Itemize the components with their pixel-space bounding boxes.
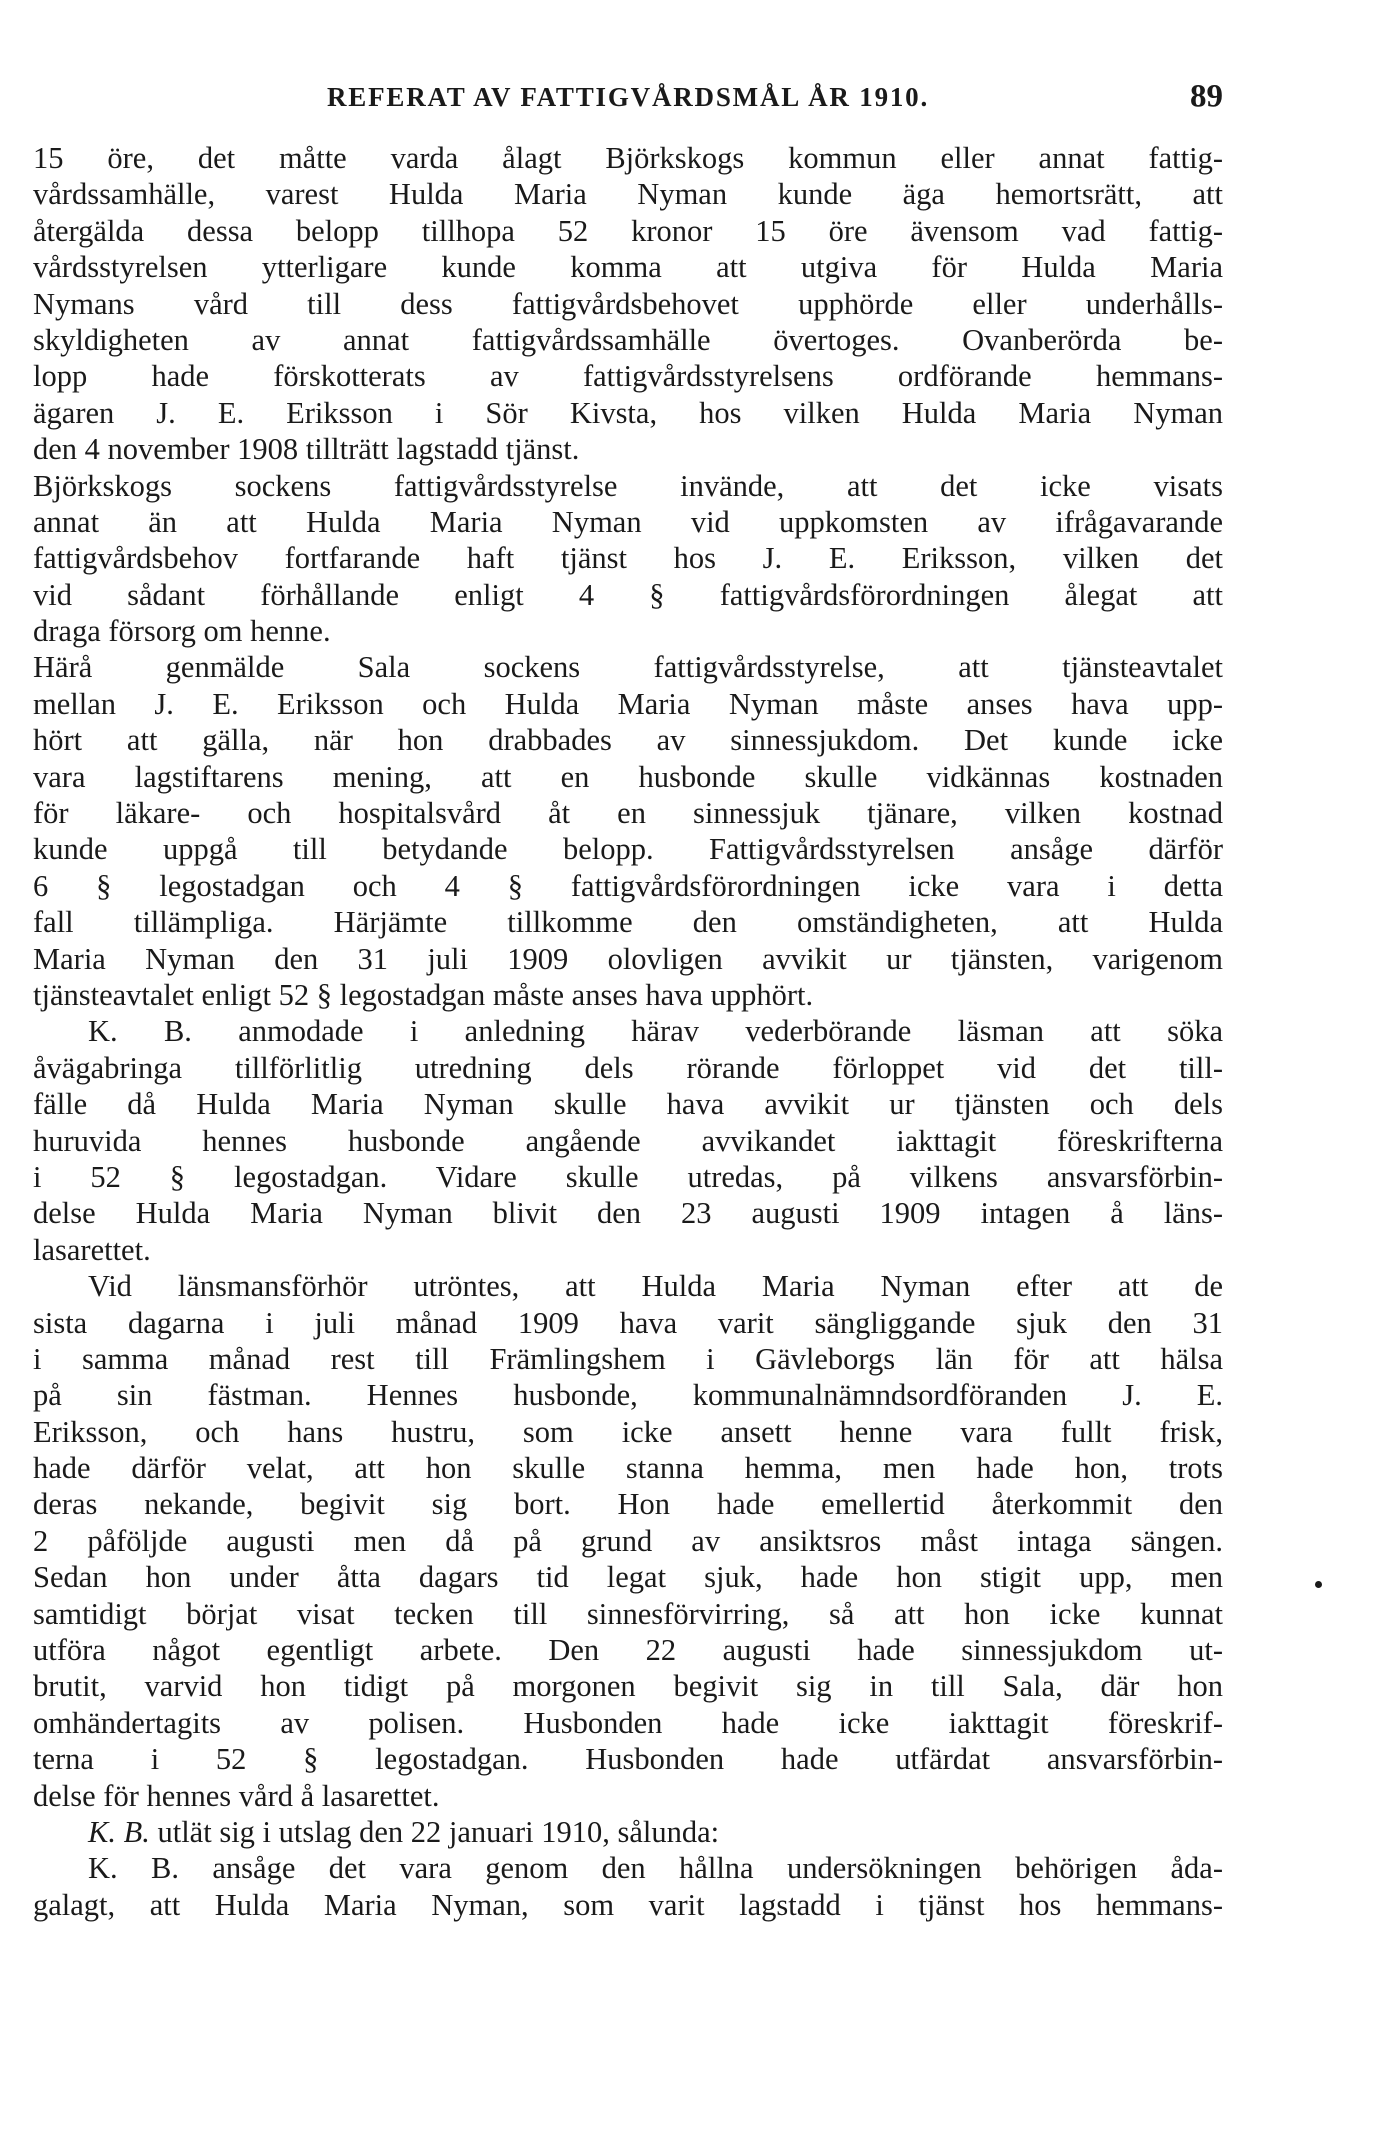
text-line: på sin fästman. Hennes husbonde, kommunalnämndsordföranden J. E.	[33, 1378, 1223, 1413]
text-line: åvägabringa tillförlitlig utredning dels rörande förloppet vid det till-	[33, 1050, 1223, 1085]
text-line: utföra något egentligt arbete. Den 22 augusti hade sinnessjukdom ut-	[33, 1633, 1223, 1668]
text-line: för läkare- och hospitalsvård åt en sinnessjuk tjänare, vilken kostnad	[33, 796, 1223, 831]
text-line: sista dagarna i juli månad 1909 hava varit sängliggande sjuk den 31	[33, 1305, 1223, 1340]
text-line: Vid länsmansförhör utröntes, att Hulda Maria Nyman efter att de	[88, 1269, 1223, 1304]
text-line: ägaren J. E. Eriksson i Sör Kivsta, hos vilken Hulda Maria Nyman	[33, 395, 1223, 430]
text-line: Härå genmälde Sala sockens fattigvårdsstyrelse, att tjänsteavtalet	[33, 650, 1223, 685]
text-line: fall tillämpliga. Härjämte tillkomme den omständigheten, att Hulda	[33, 905, 1223, 940]
text-line: galagt, att Hulda Maria Nyman, som varit lagstadd i tjänst hos hemmans-	[33, 1887, 1223, 1922]
text-line-rest: utlät sig i utslag den 22 januari 1910, sålunda:	[157, 1814, 720, 1849]
text-line: delse för hennes vård å lasarettet.	[33, 1778, 440, 1813]
body-text	[33, 140, 1223, 1923]
text-line: brutit, varvid hon tidigt på morgonen begivit sig in till Sala, där hon	[33, 1669, 1223, 1704]
text-line: i samma månad rest till Främlingshem i Gävleborgs län för att hälsa	[33, 1341, 1223, 1376]
text-line: annat än att Hulda Maria Nyman vid uppkomsten av ifrågavarande	[33, 504, 1223, 539]
text-line: mellan J. E. Eriksson och Hulda Maria Nyman måste anses hava upp-	[33, 686, 1223, 721]
text-line: återgälda dessa belopp tillhopa 52 kronor 15 öre ävensom vad fattig-	[33, 213, 1223, 248]
text-line: 15 öre, det måtte varda ålagt Björkskogs kommun eller annat fattig-	[33, 141, 1223, 175]
text-line	[33, 1814, 1223, 1850]
text-line: fattigvårdsbehov fortfarande haft tjänst hos J. E. Eriksson, vilken det	[33, 541, 1223, 576]
margin-dot-mark	[1315, 1581, 1322, 1588]
text-line: delse Hulda Maria Nyman blivit den 23 augusti 1909 intagen å läns-	[33, 1196, 1223, 1231]
text-line: Sedan hon under åtta dagars tid legat sjuk, hade hon stigit upp, men	[33, 1560, 1223, 1595]
text-line: Nymans vård till dess fattigvårdsbehovet upphörde eller underhålls-	[33, 286, 1223, 321]
text-line: i 52 § legostadgan. Vidare skulle utredas, på vilkens ansvarsförbin-	[33, 1159, 1223, 1194]
text-line: deras nekande, begivit sig bort. Hon hade emellertid återkommit den	[33, 1487, 1223, 1522]
running-title: REFERAT AV FATTIGVÅRDSMÅL ÅR 1910.	[326, 81, 930, 112]
text-line: skyldigheten av annat fattigvårdssamhälle övertoges. Ovanberörda be-	[33, 322, 1223, 357]
text-line: vårdssamhälle, varest Hulda Maria Nyman kunde äga hemortsrätt, att	[33, 177, 1223, 212]
text-line: Eriksson, och hans hustru, som icke ansett henne vara fullt frisk,	[33, 1414, 1223, 1449]
text-line: K. B. anmodade i anledning härav vederbörande läsman att söka	[88, 1014, 1223, 1049]
text-line: vid sådant förhållande enligt 4 § fattigvårdsförordningen ålegat att	[33, 577, 1223, 612]
text-line: hört att gälla, när hon drabbades av sinnessjukdom. Det kunde icke	[33, 723, 1223, 758]
page-number: 89	[1190, 78, 1223, 115]
italic-abbreviation: K. B.	[88, 1814, 150, 1849]
text-line: huruvida hennes husbonde angående avvikandet iakttagit föreskrifterna	[33, 1123, 1223, 1158]
text-line: Maria Nyman den 31 juli 1909 olovligen avvikit ur tjänsten, varigenom	[33, 941, 1223, 976]
text-line: 2 påföljde augusti men då på grund av ansiktsros måst intaga sängen.	[33, 1523, 1223, 1558]
text-line: tjänsteavtalet enligt 52 § legostadgan måste anses hava upphört.	[33, 977, 814, 1012]
text-line: fälle då Hulda Maria Nyman skulle hava avvikit ur tjänsten och dels	[33, 1087, 1223, 1122]
text-line: terna i 52 § legostadgan. Husbonden hade utfärdat ansvarsförbin-	[33, 1742, 1223, 1777]
text-line: omhändertagits av polisen. Husbonden hade icke iakttagit föreskrif-	[33, 1705, 1223, 1740]
text-line: kunde uppgå till betydande belopp. Fattigvårdsstyrelsen ansåge därför	[33, 832, 1223, 867]
text-line: draga försorg om henne.	[33, 614, 331, 649]
text-line: lopp hade förskotterats av fattigvårdsstyrelsens ordförande hemmans-	[33, 359, 1223, 394]
text-line: hade därför velat, att hon skulle stanna hemma, men hade hon, trots	[33, 1451, 1223, 1486]
text-line: samtidigt börjat visat tecken till sinnesförvirring, så att hon icke kunnat	[33, 1596, 1223, 1631]
text-line: K. B. ansåge det vara genom den hållna undersökningen behörigen åda-	[88, 1851, 1223, 1886]
text-line: 6 § legostadgan och 4 § fattigvårdsförordningen icke vara i detta	[33, 868, 1223, 903]
page-header	[33, 72, 1223, 122]
text-line: vårdsstyrelsen ytterligare kunde komma att utgiva för Hulda Maria	[33, 250, 1223, 285]
text-line: lasarettet.	[33, 1232, 151, 1267]
text-line: vara lagstiftarens mening, att en husbonde skulle vidkännas kostnaden	[33, 759, 1223, 794]
text-line: den 4 november 1908 tillträtt lagstadd tjänst.	[33, 432, 580, 467]
text-line: Björkskogs sockens fattigvårdsstyrelse invände, att det icke visats	[33, 468, 1223, 503]
